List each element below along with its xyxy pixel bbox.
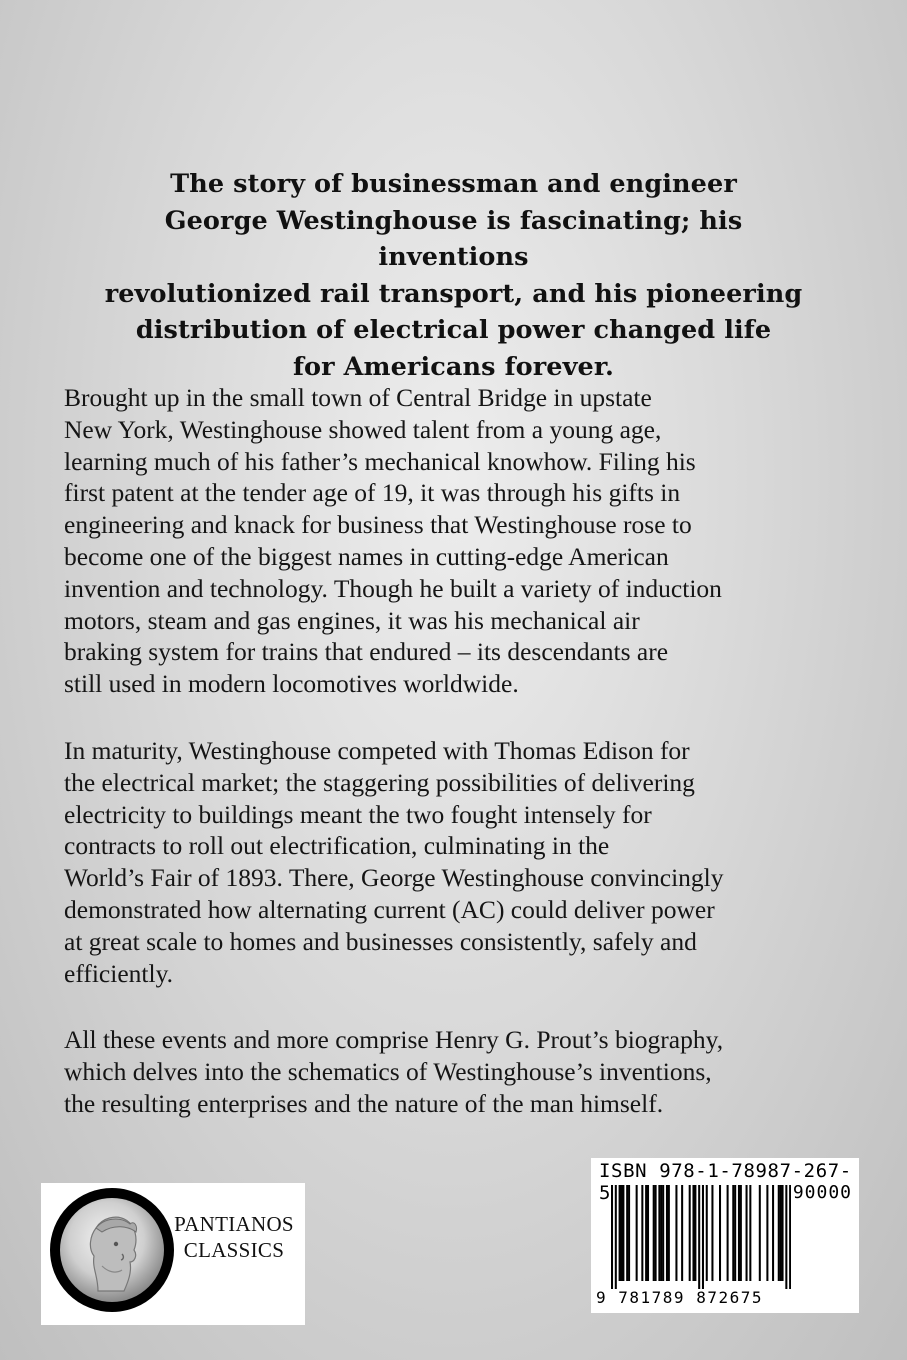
barcode-bar xyxy=(628,1185,630,1281)
barcode-bar xyxy=(666,1185,668,1281)
barcode-bar xyxy=(619,1185,621,1281)
barcode-bar xyxy=(772,1185,774,1281)
barcode-bar xyxy=(711,1185,713,1281)
publisher-name-line1: PANTIANOS xyxy=(174,1212,294,1236)
isbn-barcode xyxy=(591,1158,859,1313)
barcode-bars xyxy=(611,1185,791,1289)
description-body xyxy=(64,382,864,1155)
description-paragraph: All these events and more comprise Henry G. Prout’s biography, which delves into the schematics of Westinghouse’s inventions, the resulting enterprises and the nature of the man himself. xyxy=(64,1025,724,1118)
barcode-bar xyxy=(636,1185,638,1281)
barcode-bar xyxy=(780,1185,782,1281)
barcode-bar xyxy=(626,1185,628,1281)
barcode-bar xyxy=(660,1185,662,1281)
publisher-name-line2: CLASSICS xyxy=(183,1238,285,1262)
barcode-bar xyxy=(694,1185,696,1281)
barcode-bar xyxy=(692,1185,694,1281)
barcode-bar xyxy=(766,1185,768,1281)
barcode-bar xyxy=(622,1185,624,1281)
publisher-logo xyxy=(41,1183,305,1325)
barcode-bar xyxy=(785,1185,787,1289)
barcode-bar xyxy=(655,1185,657,1281)
barcode-bar xyxy=(782,1185,784,1281)
barcode-bar xyxy=(662,1185,664,1281)
barcode-bar xyxy=(734,1185,736,1281)
barcode-bar xyxy=(647,1185,649,1281)
price-code: 90000 xyxy=(792,1182,852,1203)
description-paragraph: Brought up in the small town of Central Bridge in upstate New York, Westinghouse showed talent from a young age, learning much of his father’s mechanical knowhow. Filing his first patent at the tender age of 19, it was through his gifts in engineering and knack for business that Westinghouse rose to become one of the biggest names in cutting-edge American invention and technology. Though he built a variety of induction motors, steam and gas engines, it was his mechanical air braking system for trains that endured – its descendants are still used in modern locomotives worldwide. xyxy=(64,383,722,699)
ean-digits: 9 781789 872675 xyxy=(596,1288,763,1307)
barcode-bar xyxy=(689,1185,691,1281)
barcode-bar xyxy=(706,1185,708,1281)
barcode-bar xyxy=(681,1185,683,1281)
publisher-name xyxy=(167,1211,301,1263)
barcode-bar xyxy=(749,1185,751,1281)
barcode-bar xyxy=(675,1185,677,1281)
barcode-bar xyxy=(746,1185,748,1281)
description-paragraph: In maturity, Westinghouse competed with Thomas Edison for the electrical market; the staggering possibilities of delivering electricity to buildings meant the two fought intensely for contracts to roll out electrification, culminating in the World’s Fair of 1893. There, George Westinghouse convincingly demonstrated how alternating current (AC) could deliver power at great scale to homes and businesses consistently, safely and efficiently. xyxy=(64,735,724,988)
barcode-bar xyxy=(658,1185,660,1281)
barcode-bar xyxy=(789,1185,791,1289)
back-cover-blurb: The story of businessman and engineer George Westinghouse is fascinating; his inventions revolutionized rail transport, and his pioneering distribution of electrical power changed life for Americans forever. xyxy=(104,169,803,382)
barcode-bar xyxy=(645,1185,647,1281)
barcode-bar xyxy=(615,1185,617,1289)
barcode-bar xyxy=(719,1185,721,1281)
barcode-bar xyxy=(698,1185,700,1289)
barcode-bar xyxy=(702,1185,704,1289)
barcode-bar xyxy=(738,1185,740,1281)
barcode-bar xyxy=(611,1185,613,1289)
barcode-bar xyxy=(641,1185,643,1281)
barcode-bar xyxy=(620,1185,622,1281)
barcode-bar xyxy=(653,1185,655,1281)
coin-portrait-icon xyxy=(50,1188,174,1312)
barcode-bar xyxy=(727,1185,729,1281)
barcode-bar xyxy=(759,1185,761,1281)
barcode-bar xyxy=(668,1185,670,1281)
barcode-bar xyxy=(732,1185,734,1281)
barcode-bar xyxy=(740,1185,742,1281)
isbn-label: ISBN 978-1-78987-267-5 xyxy=(599,1160,852,1204)
barcode-bar xyxy=(778,1185,780,1281)
